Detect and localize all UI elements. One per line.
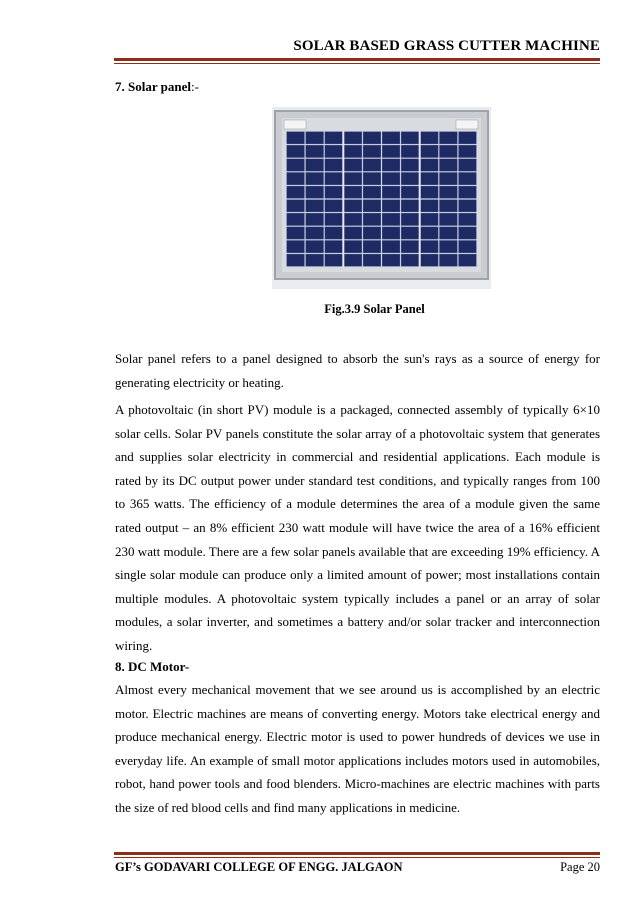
solar-cell	[306, 200, 324, 212]
solar-cell	[344, 213, 362, 225]
solar-cell	[287, 186, 305, 198]
solar-cell	[401, 145, 419, 157]
panel-logo-label	[284, 120, 306, 129]
solar-cell	[401, 173, 419, 185]
solar-cell	[363, 186, 381, 198]
solar-cell	[401, 213, 419, 225]
panel-busbar	[419, 131, 421, 267]
solar-cell	[401, 241, 419, 253]
solar-paragraph-1: Solar panel refers to a panel designed to absorb the sun's rays as a source of energy for generating electricity or heating.	[115, 351, 600, 390]
solar-cell	[401, 186, 419, 198]
solar-cell	[363, 227, 381, 239]
solar-cell	[306, 254, 324, 266]
solar-cell	[287, 173, 305, 185]
solar-cell	[401, 159, 419, 171]
solar-cell	[459, 200, 477, 212]
page-header-title: SOLAR BASED GRASS CUTTER MACHINE	[293, 38, 600, 54]
solar-cell	[440, 227, 458, 239]
solar-cell	[382, 213, 400, 225]
solar-cell	[287, 132, 305, 144]
solar-cell	[401, 132, 419, 144]
solar-cell	[459, 159, 477, 171]
solar-panel-image	[272, 107, 491, 289]
solar-cell	[344, 241, 362, 253]
solar-cell	[440, 213, 458, 225]
solar-cell	[344, 254, 362, 266]
solar-cell	[344, 227, 362, 239]
solar-cell	[325, 241, 343, 253]
footer-college: GF’s GODAVARI COLLEGE OF ENGG. JALGAON	[115, 860, 403, 874]
solar-cell	[382, 173, 400, 185]
solar-cell	[440, 159, 458, 171]
solar-cell	[344, 145, 362, 157]
solar-cell	[420, 241, 438, 253]
solar-cell	[382, 132, 400, 144]
panel-busbar	[342, 131, 344, 267]
solar-cell	[440, 186, 458, 198]
figure-caption: Fig.3.9 Solar Panel	[324, 302, 425, 316]
solar-cell	[325, 227, 343, 239]
solar-cell	[287, 227, 305, 239]
solar-cell	[363, 173, 381, 185]
solar-cell	[363, 145, 381, 157]
footer-rule-thick	[114, 852, 600, 855]
solar-cell	[306, 173, 324, 185]
solar-cell	[287, 145, 305, 157]
solar-cell	[459, 213, 477, 225]
solar-cell	[382, 241, 400, 253]
solar-cell	[440, 254, 458, 266]
solar-cell	[459, 254, 477, 266]
solar-cell	[459, 227, 477, 239]
solar-cell	[306, 213, 324, 225]
solar-cell	[401, 200, 419, 212]
solar-cell	[420, 132, 438, 144]
solar-cell	[325, 213, 343, 225]
solar-paragraph-2: A photovoltaic (in short PV) module is a packaged, connected assembly of typically 6×10 solar cells. Solar PV panels constitute the solar array of a photovoltaic system that generates and supplies solar electricity in commercial and residential applications. Each module is rated by its DC output power under standard test conditions, and typically ranges from 100 to 365 watts. The efficiency of a module determines the area of a module given the same rated output – an 8% efficient 230 watt module will have twice the area of a 16% efficient 230 watt module. There are a few solar panels available that are exceeding 19% efficiency. A single solar module can produce only a limited amount of power; most installations contain multiple modules. A photovoltaic system typically includes a panel or an array of solar modules, a solar inverter, and sometimes a battery and/or solar tracker and interconnection wiring.	[115, 402, 600, 653]
solar-cell	[382, 227, 400, 239]
solar-cell	[459, 186, 477, 198]
solar-cell	[325, 254, 343, 266]
solar-cell	[382, 254, 400, 266]
solar-cell	[459, 145, 477, 157]
solar-cell	[382, 200, 400, 212]
solar-cell	[306, 241, 324, 253]
solar-cell	[325, 145, 343, 157]
solar-cell	[459, 173, 477, 185]
solar-cell	[420, 173, 438, 185]
solar-cell	[440, 145, 458, 157]
solar-cell	[287, 200, 305, 212]
solar-cell	[287, 159, 305, 171]
solar-panel-figure	[272, 107, 491, 289]
solar-cell	[344, 173, 362, 185]
solar-cell	[401, 227, 419, 239]
solar-cell	[306, 186, 324, 198]
solar-cell	[420, 145, 438, 157]
footer-rule-thin	[114, 857, 600, 858]
solar-cell	[440, 241, 458, 253]
solar-cell	[306, 145, 324, 157]
solar-cell	[363, 213, 381, 225]
section-heading-solar-suffix: :-	[190, 79, 199, 94]
footer-page-number: Page 20	[560, 860, 600, 874]
solar-cell	[287, 213, 305, 225]
solar-cell	[344, 200, 362, 212]
solar-cell	[420, 213, 438, 225]
solar-cell	[344, 159, 362, 171]
solar-cell	[325, 200, 343, 212]
solar-cell	[440, 132, 458, 144]
solar-cell	[459, 241, 477, 253]
header-rule-thick	[114, 58, 600, 61]
solar-cell	[420, 186, 438, 198]
solar-cell	[363, 241, 381, 253]
solar-cell	[363, 200, 381, 212]
solar-cell	[420, 159, 438, 171]
solar-cell	[401, 254, 419, 266]
solar-cell	[440, 173, 458, 185]
solar-cell	[382, 159, 400, 171]
solar-cell	[420, 254, 438, 266]
motor-paragraph-1: Almost every mechanical movement that we see around us is accomplished by an electric motor. Electric machines are means of converting energy. Motors take electrical energy and produce mechanical energy. Electric motor is used to power hundreds of devices we use in everyday life. An example of small motor applications includes motors used in automobiles, robot, hand power tools and food blenders. Micro-machines are electric machines with parts the size of red blood cells and find many applications in medicine.	[115, 682, 600, 815]
solar-cell	[306, 132, 324, 144]
solar-cell	[344, 132, 362, 144]
solar-cell	[325, 159, 343, 171]
solar-cell	[420, 200, 438, 212]
solar-cell	[363, 254, 381, 266]
section-heading-solar-text: 7. Solar panel	[115, 79, 191, 94]
section-heading-solar	[115, 79, 199, 95]
solar-cell	[287, 241, 305, 253]
solar-cell	[325, 186, 343, 198]
solar-cell	[325, 132, 343, 144]
solar-cell	[420, 227, 438, 239]
solar-cell	[287, 254, 305, 266]
solar-cell	[306, 227, 324, 239]
solar-cell	[382, 145, 400, 157]
solar-cell	[306, 159, 324, 171]
solar-cell	[382, 186, 400, 198]
section-heading-motor: 8. DC Motor-	[115, 659, 190, 674]
solar-cell	[325, 173, 343, 185]
solar-cell	[459, 132, 477, 144]
solar-cell	[363, 132, 381, 144]
solar-cell	[344, 186, 362, 198]
solar-cell	[440, 200, 458, 212]
header-rule-thin	[114, 63, 600, 64]
solar-cell	[363, 159, 381, 171]
panel-spec-label	[456, 120, 478, 129]
